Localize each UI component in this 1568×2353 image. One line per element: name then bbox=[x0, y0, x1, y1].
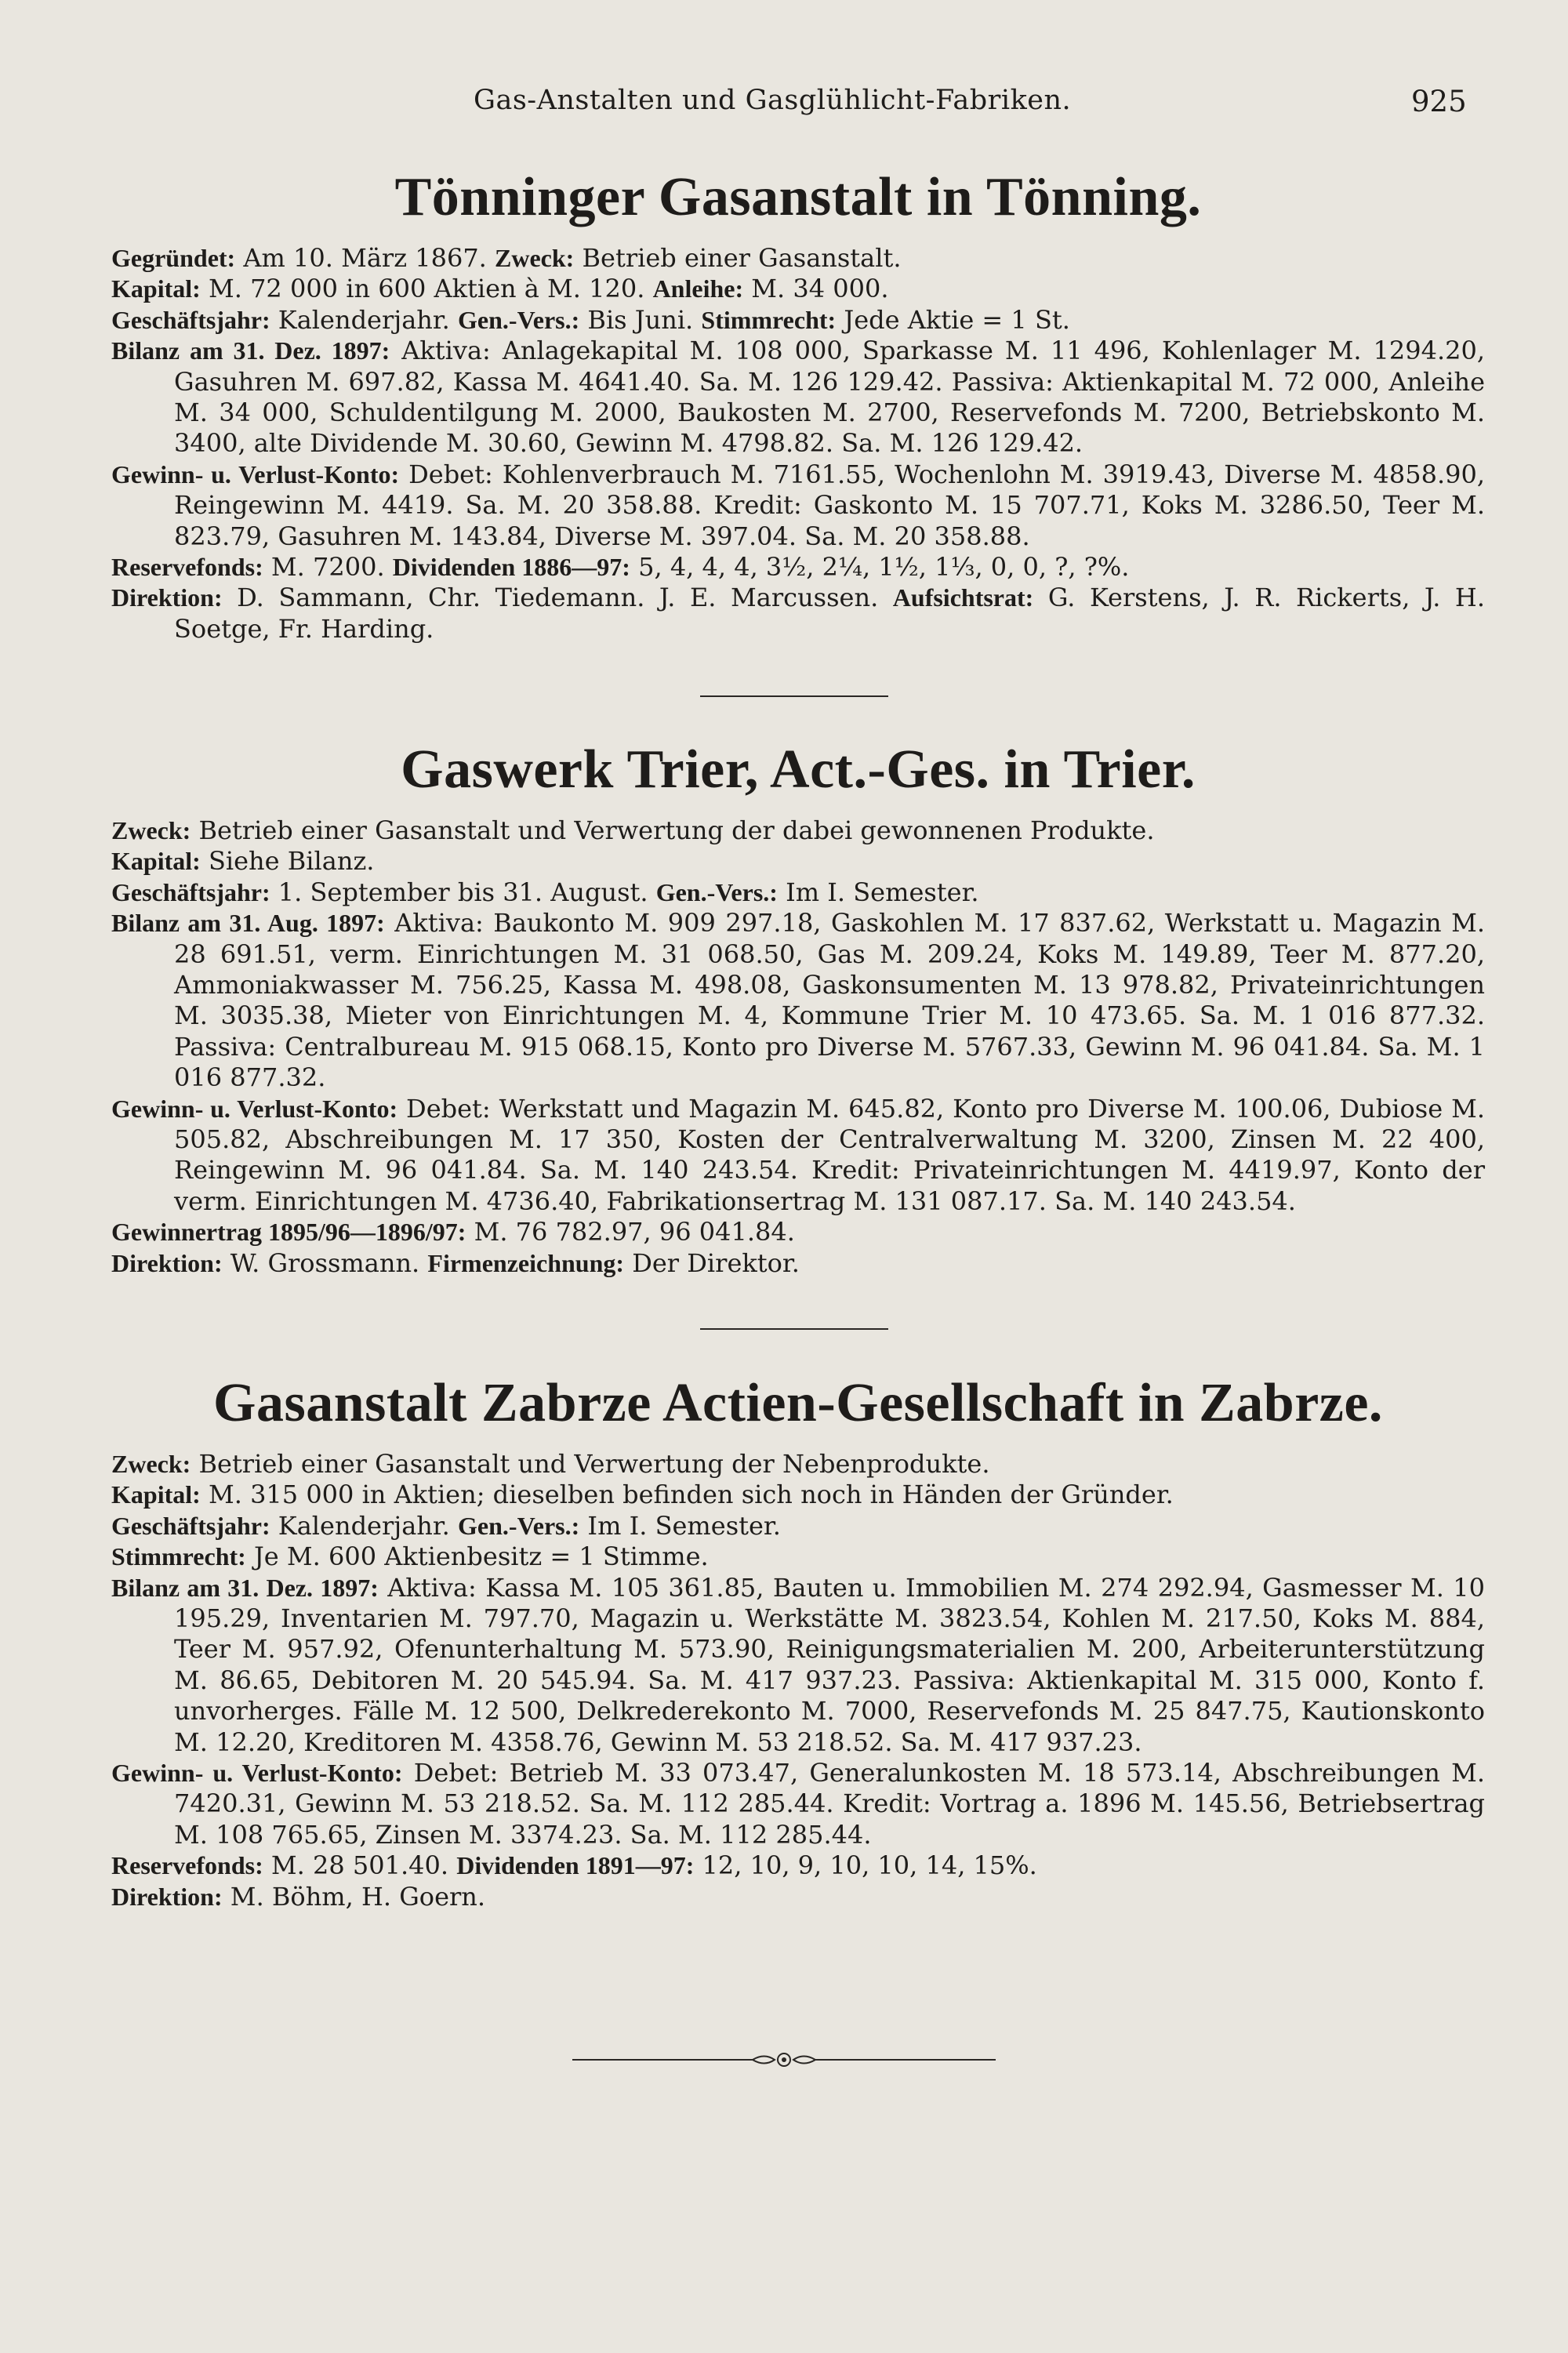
entry-text: 5, 4, 4, 4, 3½, 2¼, 1½, 1⅓, 0, 0, ?, ?%. bbox=[630, 552, 1130, 583]
entry-label: Aufsichtsrat: bbox=[892, 583, 1034, 612]
entry-text: Bis Juni. bbox=[579, 304, 702, 335]
entry-bilanz bbox=[111, 1573, 1485, 1758]
entry-label: Geschäftsjahr: bbox=[111, 877, 270, 906]
entry-text: Jede Aktie = 1 St. bbox=[836, 304, 1070, 335]
entry-text: Je M. 600 Aktienbesitz = 1 Stimme. bbox=[245, 1541, 709, 1572]
entry-kapital bbox=[111, 274, 1485, 304]
entry-label: Kapital: bbox=[111, 1480, 201, 1509]
entry-label: Dividenden 1886—97: bbox=[392, 553, 630, 582]
entry-label: Bilanz am 31. Dez. 1897: bbox=[111, 1573, 379, 1602]
entry-direktion bbox=[111, 583, 1485, 645]
company-title: Gasanstalt Zabrze Actien-Gesellschaft in Zabrze. bbox=[213, 1373, 1383, 1433]
running-title: Gas-Anstalten und Gasglühlicht-Fabriken. bbox=[474, 85, 1072, 116]
entry-label: Zweck: bbox=[111, 1450, 191, 1478]
entry-label: Geschäftsjahr: bbox=[111, 305, 270, 334]
entry-label: Reservefonds: bbox=[111, 553, 263, 582]
entry-label: Dividenden 1891—97: bbox=[456, 1851, 695, 1880]
section-divider bbox=[700, 1328, 888, 1330]
entry-label: Gewinn- u. Verlust-Konto: bbox=[111, 1759, 403, 1788]
entry-label: Stimmrecht: bbox=[701, 305, 837, 334]
entry-text: D. Sammann, Chr. Tiedemann. J. E. Marcussen. bbox=[222, 583, 893, 613]
section-divider bbox=[700, 695, 888, 697]
entry-label: Reservefonds: bbox=[111, 1851, 263, 1880]
entry-reservefonds bbox=[111, 552, 1485, 583]
entry-text: Debet: Werkstatt und Magazin M. 645.82, Konto pro Diverse M. 100.06, Dubiose M. 505.82, Abschreibungen M. 17 350, Kosten der Centralverwaltung M. 3200, Zinsen M. 22 400, Reingewinn M. 96 041.84. Sa. M. 140 243.54. Kredit: Privateinrichtungen M. 4419.97, Konto der verm. Einrichtungen M. 4736.40, Fabrikationsertrag M. 131 087.17. Sa. M. 140 243.54. bbox=[174, 1093, 1486, 1216]
company-title: Tönninger Gasanstalt in Tönning. bbox=[394, 167, 1202, 227]
entry-text: M. 315 000 in Aktien; dieselben befinden sich noch in Händen der Gründer. bbox=[200, 1480, 1174, 1510]
entry-bilanz bbox=[111, 336, 1485, 459]
entry-gegruendet bbox=[111, 243, 1485, 274]
entry-label: Gen.-Vers.: bbox=[458, 305, 580, 334]
company-section-trier bbox=[111, 739, 1485, 1279]
entry-text: Im I. Semester. bbox=[777, 877, 979, 907]
entry-kapital bbox=[111, 846, 1485, 877]
entry-gewinn-verlust bbox=[111, 1094, 1485, 1218]
entry-text: Siehe Bilanz. bbox=[200, 846, 375, 877]
entry-text: Aktiva: Kassa M. 105 361.85, Bauten u. Immobilien M. 274 292.94, Gasmesser M. 10 195.29, Inventarien M. 797.70, Magazin u. Werkstätte M. 3823.54, Kohlen M. 217.50, Koks M. 884, Teer M. 957.92, Ofenunterhaltung M. 573.90, Reinigungsmaterialien M. 200, Arbeiterunterstützung M. 86.65, Debitoren M. 20 545.94. Sa. M. 417 937.23. Passiva: Aktienkapital M. 315 000, Konto f. unvorherges. Fälle M. 12 500, Delkrederekonto M. 7000, Reservefonds M. 25 847.75, Kautionskonto M. 12.20, Kreditoren M. 4358.76, Gewinn M. 53 218.52. Sa. M. 417 937.23. bbox=[174, 1572, 1486, 1757]
entry-text: Betrieb einer Gasanstalt. bbox=[574, 243, 902, 273]
entry-text: M. 72 000 in 600 Aktien à M. 120. bbox=[200, 274, 653, 304]
company-section-zabrze bbox=[111, 1372, 1485, 1912]
entry-text: M. Böhm, H. Goern. bbox=[222, 1881, 486, 1912]
running-head bbox=[0, 85, 1568, 124]
entry-label: Gen.-Vers.: bbox=[655, 877, 778, 906]
entry-text: Betrieb einer Gasanstalt und Verwertung der dabei gewonnenen Produkte. bbox=[191, 815, 1155, 845]
entry-text: M. 34 000. bbox=[743, 274, 889, 304]
entry-label: Firmenzeichnung: bbox=[427, 1248, 625, 1277]
entry-text: Aktiva: Anlagekapital M. 108 000, Sparkasse M. 11 496, Kohlenlager M. 1294.20, Gasuhren M. 697.82, Kassa M. 4641.40. Sa. M. 126 129.42. Passiva: Aktienkapital M. 72 000, Anleihe M. 34 000, Schuldentilgung M. 2000, Baukosten M. 2700, Reservefonds M. 7200, Betriebskonto M. 3400, alte Dividende M. 30.60, Gewinn M. 4798.82. Sa. M. 126 129.42. bbox=[174, 336, 1486, 459]
entry-text: Aktiva: Baukonto M. 909 297.18, Gaskohlen M. 17 837.62, Werkstatt u. Magazin M. 28 691.51, verm. Einrichtungen M. 31 068.50, Gas M. 209.24, Koks M. 149.89, Teer M. 877.20, Ammoniakwasser M. 756.25, Kassa M. 498.08, Gaskonsumenten M. 13 978.82, Privateinrichtungen M. 3035.38, Mieter von Einrichtungen M. 4, Kommune Trier M. 10 473.65. Sa. M. 1 016 877.32. Passiva: Centralbureau M. 915 068.15, Konto pro Diverse M. 5767.33, Gewinn M. 96 041.84. Sa. M. 1 016 877.32. bbox=[174, 908, 1486, 1093]
entry-label: Direktion: bbox=[111, 1248, 223, 1277]
entry-label: Geschäftsjahr: bbox=[111, 1511, 270, 1540]
entry-label: Kapital: bbox=[111, 847, 201, 876]
entry-label: Direktion: bbox=[111, 583, 223, 612]
entry-text: Kalenderjahr. bbox=[270, 1510, 459, 1541]
entry-label: Gewinn- u. Verlust-Konto: bbox=[111, 459, 400, 488]
entry-text: Debet: Betrieb M. 33 073.47, Generalunkosten M. 18 573.14, Abschreibungen M. 7420.31, Gewinn M. 53 218.52. Sa. M. 112 285.44. Kredit: Vortrag a. 1896 M. 145.56, Betriebsertrag M. 108 765.65, Zinsen M. 3374.23. Sa. M. 112 285.44. bbox=[174, 1758, 1486, 1850]
entry-text: M. 76 782.97, 96 041.84. bbox=[466, 1217, 795, 1247]
entry-geschaeftsjahr bbox=[111, 305, 1485, 336]
entry-bilanz bbox=[111, 908, 1485, 1093]
entry-text: M. 7200. bbox=[263, 552, 393, 583]
entry-text: Kalenderjahr. bbox=[270, 304, 459, 335]
entry-label: Anleihe: bbox=[652, 274, 744, 303]
entry-label: Gegründet: bbox=[111, 244, 236, 272]
entry-text: Der Direktor. bbox=[624, 1247, 800, 1278]
entry-text: 1. September bis 31. August. bbox=[270, 877, 656, 907]
entry-text: Debet: Kohlenverbrauch M. 7161.55, Wochenlohn M. 3919.43, Diverse M. 4858.90, Reingewinn M. 4419. Sa. M. 20 358.88. Kredit: Gaskonto M. 15 707.71, Koks M. 3286.50, Teer M. 823.79, Gasuhren M. 143.84, Diverse M. 397.04. Sa. M. 20 358.88. bbox=[174, 459, 1486, 551]
entry-gewinn-verlust bbox=[111, 1758, 1485, 1850]
entry-geschaeftsjahr bbox=[111, 1511, 1485, 1541]
entry-label: Zweck: bbox=[495, 244, 575, 272]
entry-text: G. Kerstens, J. R. Rickerts, J. H. Soetge, Fr. Harding. bbox=[174, 583, 1486, 644]
entry-stimmrecht bbox=[111, 1541, 1485, 1572]
entry-text: M. 28 501.40. bbox=[263, 1850, 457, 1881]
entry-zweck bbox=[111, 1449, 1485, 1480]
company-title: Gaswerk Trier, Act.-Ges. in Trier. bbox=[401, 739, 1196, 800]
entry-zweck bbox=[111, 815, 1485, 846]
entry-label: Bilanz am 31. Dez. 1897: bbox=[111, 336, 390, 365]
entry-label: Gen.-Vers.: bbox=[458, 1511, 580, 1540]
entry-text: 12, 10, 9, 10, 10, 14, 15%. bbox=[694, 1850, 1037, 1881]
entry-gewinnertrag bbox=[111, 1217, 1485, 1247]
end-ornament-icon bbox=[572, 2048, 996, 2072]
entry-reservefonds bbox=[111, 1850, 1485, 1881]
entry-text: Im I. Semester. bbox=[579, 1510, 781, 1541]
page-number: 925 bbox=[1411, 85, 1467, 118]
entry-label: Kapital: bbox=[111, 274, 201, 303]
entry-direktion bbox=[111, 1248, 1485, 1279]
entry-label: Gewinnertrag 1895/96—1896/97: bbox=[111, 1218, 466, 1247]
entry-gewinn-verlust bbox=[111, 459, 1485, 552]
entry-text: Betrieb einer Gasanstalt und Verwertung der Nebenprodukte. bbox=[191, 1449, 990, 1479]
entry-label: Stimmrecht: bbox=[111, 1542, 246, 1571]
entry-kapital bbox=[111, 1480, 1485, 1510]
entry-label: Zweck: bbox=[111, 816, 191, 844]
entry-geschaeftsjahr bbox=[111, 877, 1485, 908]
entry-label: Bilanz am 31. Aug. 1897: bbox=[111, 909, 385, 938]
entry-label: Gewinn- u. Verlust-Konto: bbox=[111, 1094, 398, 1123]
company-section-toenning bbox=[111, 166, 1485, 645]
entry-direktion bbox=[111, 1882, 1485, 1912]
entry-text: Am 10. März 1867. bbox=[235, 243, 495, 273]
entry-label: Direktion: bbox=[111, 1882, 223, 1911]
entry-text: W. Grossmann. bbox=[222, 1247, 428, 1278]
